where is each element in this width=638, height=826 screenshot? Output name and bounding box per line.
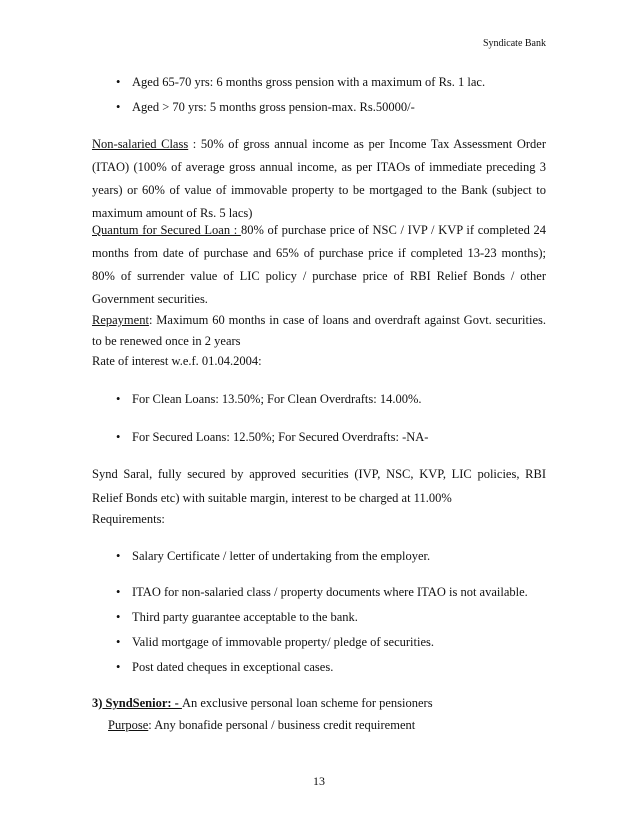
bullet-icon: • [116,660,121,674]
list-item: • For Clean Loans: 13.50%; For Clean Overdrafts: 14.00%. [116,388,422,411]
non-salaried-line-4: maximum amount of Rs. 5 lacs) [92,206,253,220]
list-item: • Aged 65-70 yrs: 6 months gross pension with a maximum of Rs. 1 lac. [116,71,485,94]
list-item: • Valid mortgage of immovable property/ pledge of securities. [116,631,434,654]
repayment-line-2: to be renewed once in 2 years [92,334,241,348]
non-salaried-line-3: years) or 60% of value of immovable property to be mortgaged to the Bank (subject to [92,183,546,197]
bullet-icon: • [116,635,121,649]
synd-saral-line-2: Relief Bonds etc) with suitable margin, interest to be charged at 11.00% [92,491,452,505]
bullet-icon: • [116,610,121,624]
quantum-line-2: months from date of purchase and 65% of purchase price if completed 13-23 months); [92,246,546,260]
page-header: Syndicate Bank [482,38,546,49]
rate-heading: Rate of interest w.e.f. 01.04.2004: [92,354,262,368]
bullet-icon: • [116,392,121,406]
bullet-icon: • [116,549,121,563]
quantum-label: Quantum for Secured Loan : [92,223,241,237]
syndsenior-heading: 3) SyndSenior: - An exclusive personal loan scheme for pensioners [92,696,433,710]
purpose-line: Purpose: Any bonafide personal / business credit requirement [108,718,416,732]
quantum-line-1: Quantum for Secured Loan : 80% of purchase price of NSC / IVP / KVP if completed 24 [92,223,547,237]
syndsenior-label: SyndSenior: - [102,696,182,710]
bullet-icon: • [116,100,121,114]
section-number: 3) [92,696,103,710]
purpose-label: Purpose [108,718,149,732]
synd-saral-line-1: Synd Saral, fully secured by approved securities (IVP, NSC, KVP, LIC policies, RBI [92,467,546,481]
bullet-icon: • [116,430,121,444]
repayment-line-1: Repayment: Maximum 60 months in case of loans and overdraft against Govt. securities. [92,313,546,327]
quantum-line-4: Government securities. [92,292,208,306]
list-item: • Salary Certificate / letter of undertaking from the employer. [116,545,430,568]
list-item: • Third party guarantee acceptable to the bank. [116,606,358,629]
list-item: • ITAO for non-salaried class / property documents where ITAO is not available. [116,581,528,604]
non-salaried-label: Non-salaried Class [92,137,189,151]
bullet-icon: • [116,75,121,89]
list-item: • For Secured Loans: 12.50%; For Secured Overdrafts: -NA- [116,426,428,449]
list-item: • Post dated cheques in exceptional cases. [116,656,333,679]
non-salaried-line-1: Non-salaried Class : 50% of gross annual income as per Income Tax Assessment Order [92,137,546,151]
bullet-icon: • [116,585,121,599]
list-item: • Aged > 70 yrs: 5 months gross pension-max. Rs.50000/- [116,96,415,119]
page-number: 13 [313,774,325,788]
requirements-heading: Requirements: [92,512,165,526]
repayment-label: Repayment [92,313,149,327]
non-salaried-line-2: (ITAO) (100% of average gross annual income, as per ITAOs of immediate preceding 3 [92,160,546,174]
quantum-line-3: 80% of surrender value of LIC policy / purchase price of RBI Relief Bonds / other [92,269,546,283]
